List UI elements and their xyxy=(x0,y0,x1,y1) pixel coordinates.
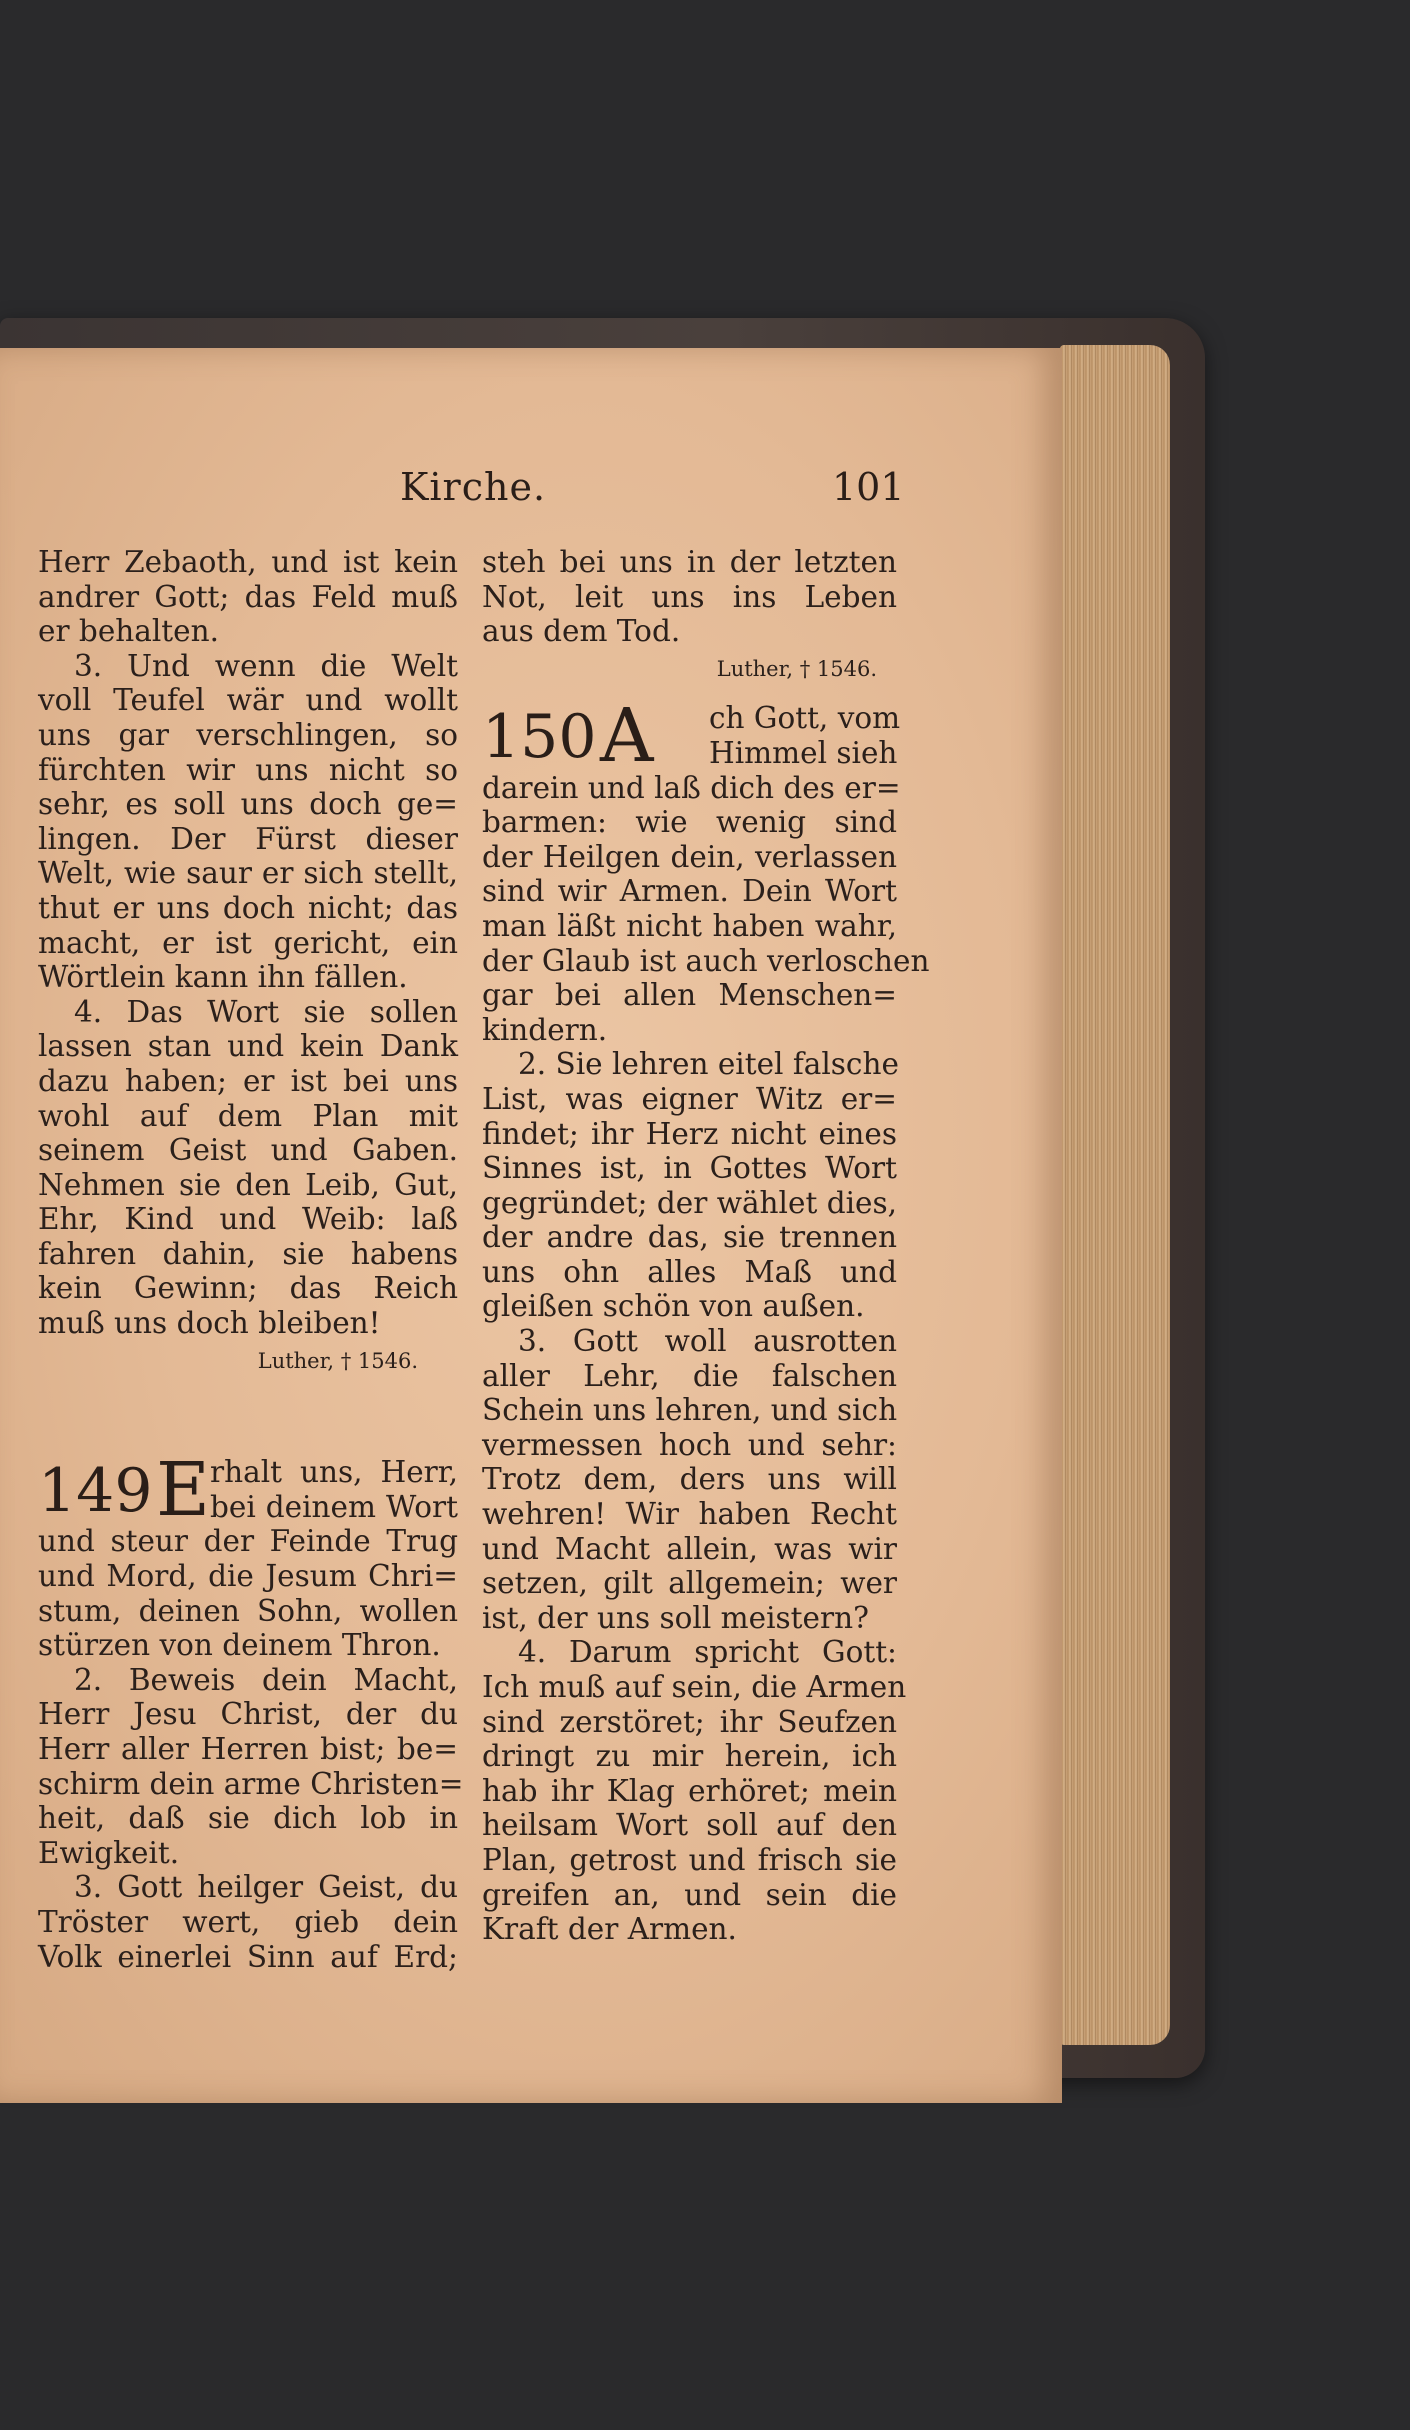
text-line: Not, leit uns ins Leben xyxy=(482,579,897,614)
text-line: darein und laß dich des er= xyxy=(482,770,901,805)
text-line: und steur der Feinde Trug xyxy=(38,1524,458,1559)
text-line: thut er uns doch nicht; das xyxy=(38,890,458,925)
text-line: macht, er ist gericht, ein xyxy=(38,925,458,960)
text-line: Himmel sieh xyxy=(709,735,898,770)
text-line: sind wir Armen. Dein Wort xyxy=(482,874,897,909)
text-line: seinem Geist und Gaben. xyxy=(38,1133,458,1168)
text-line: aller Lehr, die falschen xyxy=(482,1358,897,1393)
text-line: kindern. xyxy=(482,1012,608,1047)
text-line: fahren dahin, sie habens xyxy=(38,1236,458,1271)
text-line: uns gar verschlingen, so xyxy=(38,717,458,752)
hymn-number: 149 xyxy=(38,1456,153,1527)
spacer xyxy=(482,683,897,701)
hymn-148-continuation xyxy=(38,545,458,649)
hymn-148-stanza-3 xyxy=(38,649,458,995)
text-line: Wörtlein kann ihn fällen. xyxy=(38,960,408,995)
text-line: stum, deinen Sohn, wollen xyxy=(38,1593,458,1628)
text-line: List, was eigner Witz er= xyxy=(482,1081,897,1116)
text-line: ch Gott, vom xyxy=(709,701,901,736)
text-line: Sinnes ist, in Gottes Wort xyxy=(482,1151,897,1186)
text-line: dazu haben; er ist bei uns xyxy=(38,1063,458,1098)
hymn-149 xyxy=(38,1447,464,1974)
text-line: Welt, wie saur er sich stellt, xyxy=(38,856,458,891)
hymn-heading xyxy=(482,693,901,780)
page-number: 101 xyxy=(832,465,905,509)
text-line: greifen an, und sein die xyxy=(482,1877,897,1912)
text-line: stürzen von deinem Thron. xyxy=(38,1628,441,1663)
drop-cap: A xyxy=(600,693,654,780)
text-line: setzen, gilt allgemein; wer xyxy=(482,1566,897,1601)
text-line: 3. Gott heilger Geist, du xyxy=(74,1870,458,1905)
text-line: lingen. Der Fürst dieser xyxy=(38,821,458,856)
text-line: 2. Beweis dein Macht, xyxy=(74,1662,458,1697)
hymn-heading xyxy=(38,1447,458,1534)
hymn-149-continuation xyxy=(482,545,897,649)
text-line: Herr Jesu Christ, der du xyxy=(38,1697,458,1732)
right-column xyxy=(482,545,930,1947)
text-line: 3. Gott woll ausrotten xyxy=(518,1324,897,1359)
text-line: 3. Und wenn die Welt xyxy=(74,648,458,683)
text-line: muß uns doch bleiben! xyxy=(38,1306,381,1341)
text-line: Volk einerlei Sinn auf Erd; xyxy=(38,1939,458,1974)
text-line: heilsam Wort soll auf den xyxy=(482,1808,897,1843)
text-line: Kraft der Armen. xyxy=(482,1912,737,1947)
text-line: ist, der uns soll meistern? xyxy=(482,1600,869,1635)
spacer xyxy=(38,1375,458,1455)
text-line: der Heilgen dein, verlassen xyxy=(482,839,897,874)
text-line: gar bei allen Menschen= xyxy=(482,978,897,1013)
text-line: Ich muß auf sein, die Armen xyxy=(482,1670,907,1704)
hymn-148-stanza-4 xyxy=(38,995,458,1341)
drop-cap: E xyxy=(156,1447,211,1534)
attribution: Luther, † 1546. xyxy=(257,1348,418,1373)
text-line: sehr, es soll uns doch ge= xyxy=(38,787,458,822)
text-line: hab ihr Klag erhöret; mein xyxy=(482,1773,897,1808)
text-line: dringt zu mir herein, ich xyxy=(482,1739,897,1774)
text-line: steh bei uns in der letzten xyxy=(482,545,897,579)
running-head: Kirche. xyxy=(400,465,547,509)
text-line: sind zerstöret; ihr Seufzen xyxy=(482,1704,897,1739)
text-line: Trotz dem, ders uns will xyxy=(482,1462,897,1497)
left-column xyxy=(38,545,464,1974)
text-line: uns ohn alles Maß und xyxy=(482,1254,897,1289)
page-edges xyxy=(1060,345,1170,2045)
page-header xyxy=(0,465,1062,525)
text-line: Ehr, Kind und Weib: laß xyxy=(38,1202,458,1237)
text-line: Herr Zebaoth, und ist kein xyxy=(38,545,458,579)
text-line: Plan, getrost und frisch sie xyxy=(482,1842,897,1877)
text-line: Schein uns lehren, und sich xyxy=(482,1393,898,1428)
attribution: Luther, † 1546. xyxy=(716,656,877,681)
text-line: und Mord, die Jesum Chri= xyxy=(38,1559,458,1594)
text-line: vermessen hoch und sehr: xyxy=(482,1427,897,1462)
text-line: und Macht allein, was wir xyxy=(482,1531,897,1566)
text-line: fürchten wir uns nicht so xyxy=(38,752,458,787)
text-line: kein Gewinn; das Reich xyxy=(38,1271,458,1306)
text-line: der Glaub ist auch verloschen xyxy=(482,943,930,978)
text-line: lassen stan und kein Dank xyxy=(38,1029,458,1064)
text-line: wehren! Wir haben Recht xyxy=(482,1497,897,1532)
text-line: voll Teufel wär und wollt xyxy=(38,683,458,718)
text-line: rhalt uns, Herr, xyxy=(210,1455,458,1490)
text-line: 4. Darum spricht Gott: xyxy=(518,1635,897,1670)
text-line: Nehmen sie den Leib, Gut, xyxy=(38,1167,458,1202)
text-line: andrer Gott; das Feld muß xyxy=(38,579,458,614)
text-line: gleißen schön von außen. xyxy=(482,1289,865,1324)
text-line: Ewigkeit. xyxy=(38,1835,180,1870)
text-line: Tröster wert, gieb dein xyxy=(38,1904,458,1939)
text-line: Herr aller Herren bist; be= xyxy=(38,1732,458,1766)
text-line: gegründet; der wählet dies, xyxy=(482,1185,897,1220)
text-line: man läßt nicht haben wahr, xyxy=(482,908,897,943)
hymn-number: 150 xyxy=(482,702,597,773)
text-line: bei deinem Wort xyxy=(210,1489,458,1524)
text-line: wohl auf dem Plan mit xyxy=(38,1098,458,1133)
hymn-150 xyxy=(482,693,930,1947)
text-line: 2. Sie lehren eitel falsche xyxy=(518,1047,899,1082)
text-line: findet; ihr Herz nicht eines xyxy=(482,1116,897,1151)
text-line: barmen: wie wenig sind xyxy=(482,805,897,840)
text-line: der andre das, sie trennen xyxy=(482,1220,897,1255)
text-line: heit, daß sie dich lob in xyxy=(38,1801,458,1836)
text-line: aus dem Tod. xyxy=(482,614,681,649)
text-line: schirm dein arme Christen= xyxy=(38,1766,464,1801)
text-line: er behalten. xyxy=(38,614,219,649)
text-line: 4. Das Wort sie sollen xyxy=(74,994,458,1029)
